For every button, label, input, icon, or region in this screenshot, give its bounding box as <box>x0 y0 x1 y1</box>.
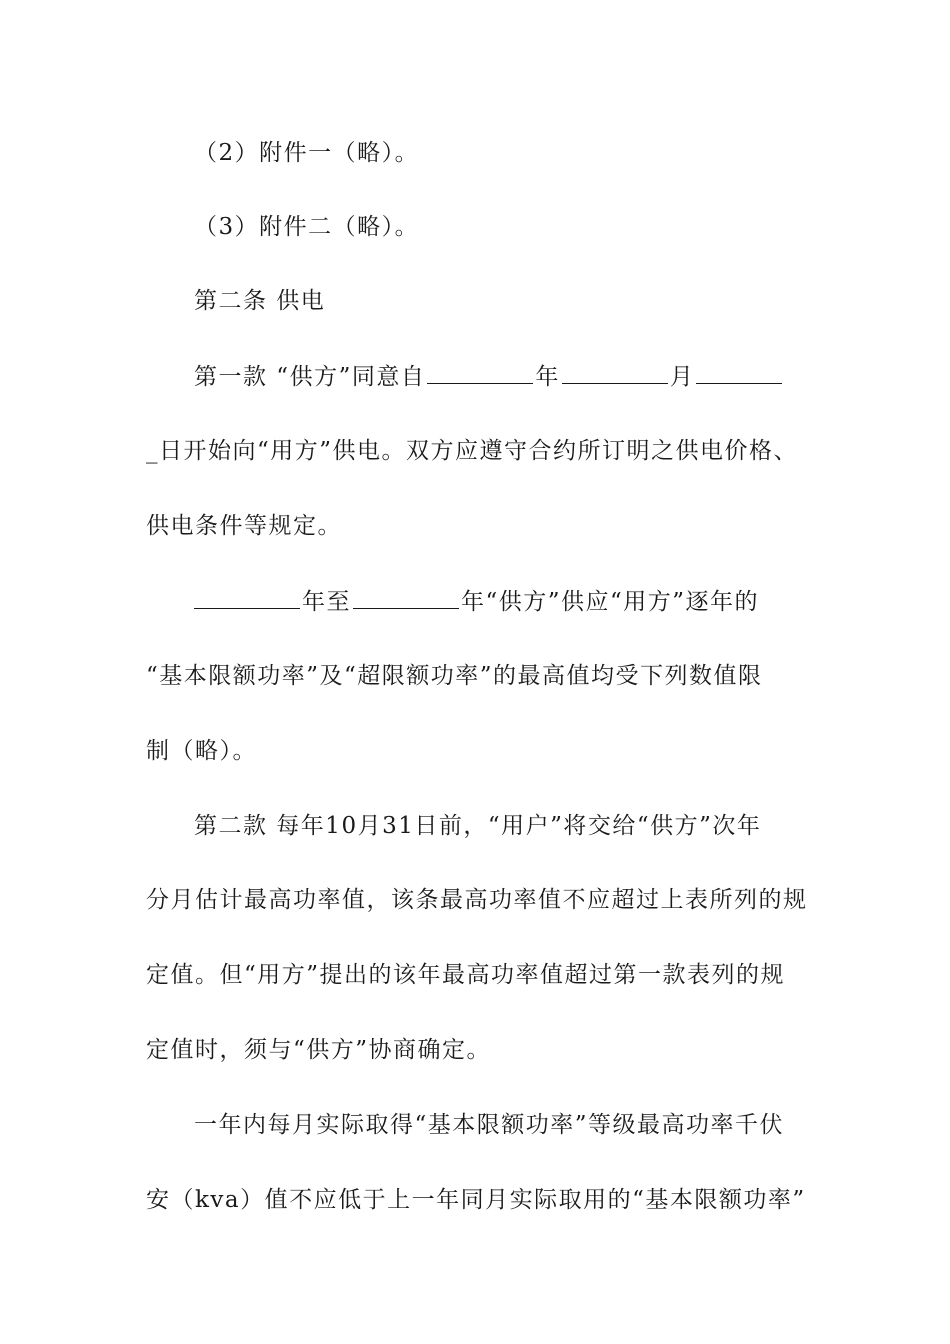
year-label: 年 <box>535 364 560 390</box>
year-range-text: 年“供方”供应“用方”逐年的 <box>461 589 760 615</box>
clause-2-line-3: 定值。但“用方”提出的该年最高功率值超过第一款表列的规 <box>146 962 786 988</box>
clause-1-line-2: _日开始向“用方”供电。双方应遵守合约所订明之供电价格、 <box>146 438 799 464</box>
clause-2-line-2: 分月估计最高功率值，该条最高功率值不应超过上表所列的规 <box>146 887 808 913</box>
clause-2-line-1: 第二款 每年10月31日前，“用户”将交给“供方”次年 <box>194 813 762 839</box>
year-range-line <box>194 586 854 617</box>
clause-1-intro: 第一款 “供方”同意自 <box>194 364 426 390</box>
power-limit-line: “基本限额功率”及“超限额功率”的最高值均受下列数值限 <box>146 663 763 689</box>
clause-2-line-4: 定值时，须与“供方”协商确定。 <box>146 1037 492 1063</box>
clause-1-line-3: 供电条件等规定。 <box>146 513 342 539</box>
month-label: 月 <box>669 364 695 390</box>
day-blank <box>696 361 782 384</box>
clause-1-line-1 <box>194 361 854 392</box>
start-year-blank <box>194 586 300 609</box>
appendix-1-line: （2）附件一（略）。 <box>194 140 420 166</box>
article-2-heading: 第二条 供电 <box>194 288 326 314</box>
power-limit-line-end: 制（略）。 <box>146 738 257 764</box>
monthly-power-line-1: 一年内每月实际取得“基本限额功率”等级最高功率千伏 <box>194 1112 785 1138</box>
year-to-label: 年至 <box>302 589 351 615</box>
month-blank <box>562 361 668 384</box>
end-year-blank <box>353 586 459 609</box>
appendix-2-line: （3）附件二（略）。 <box>194 214 420 240</box>
year-blank <box>427 361 533 384</box>
monthly-power-line-2: 安（kva）值不应低于上一年同月实际取用的“基本限额功率” <box>146 1187 806 1213</box>
